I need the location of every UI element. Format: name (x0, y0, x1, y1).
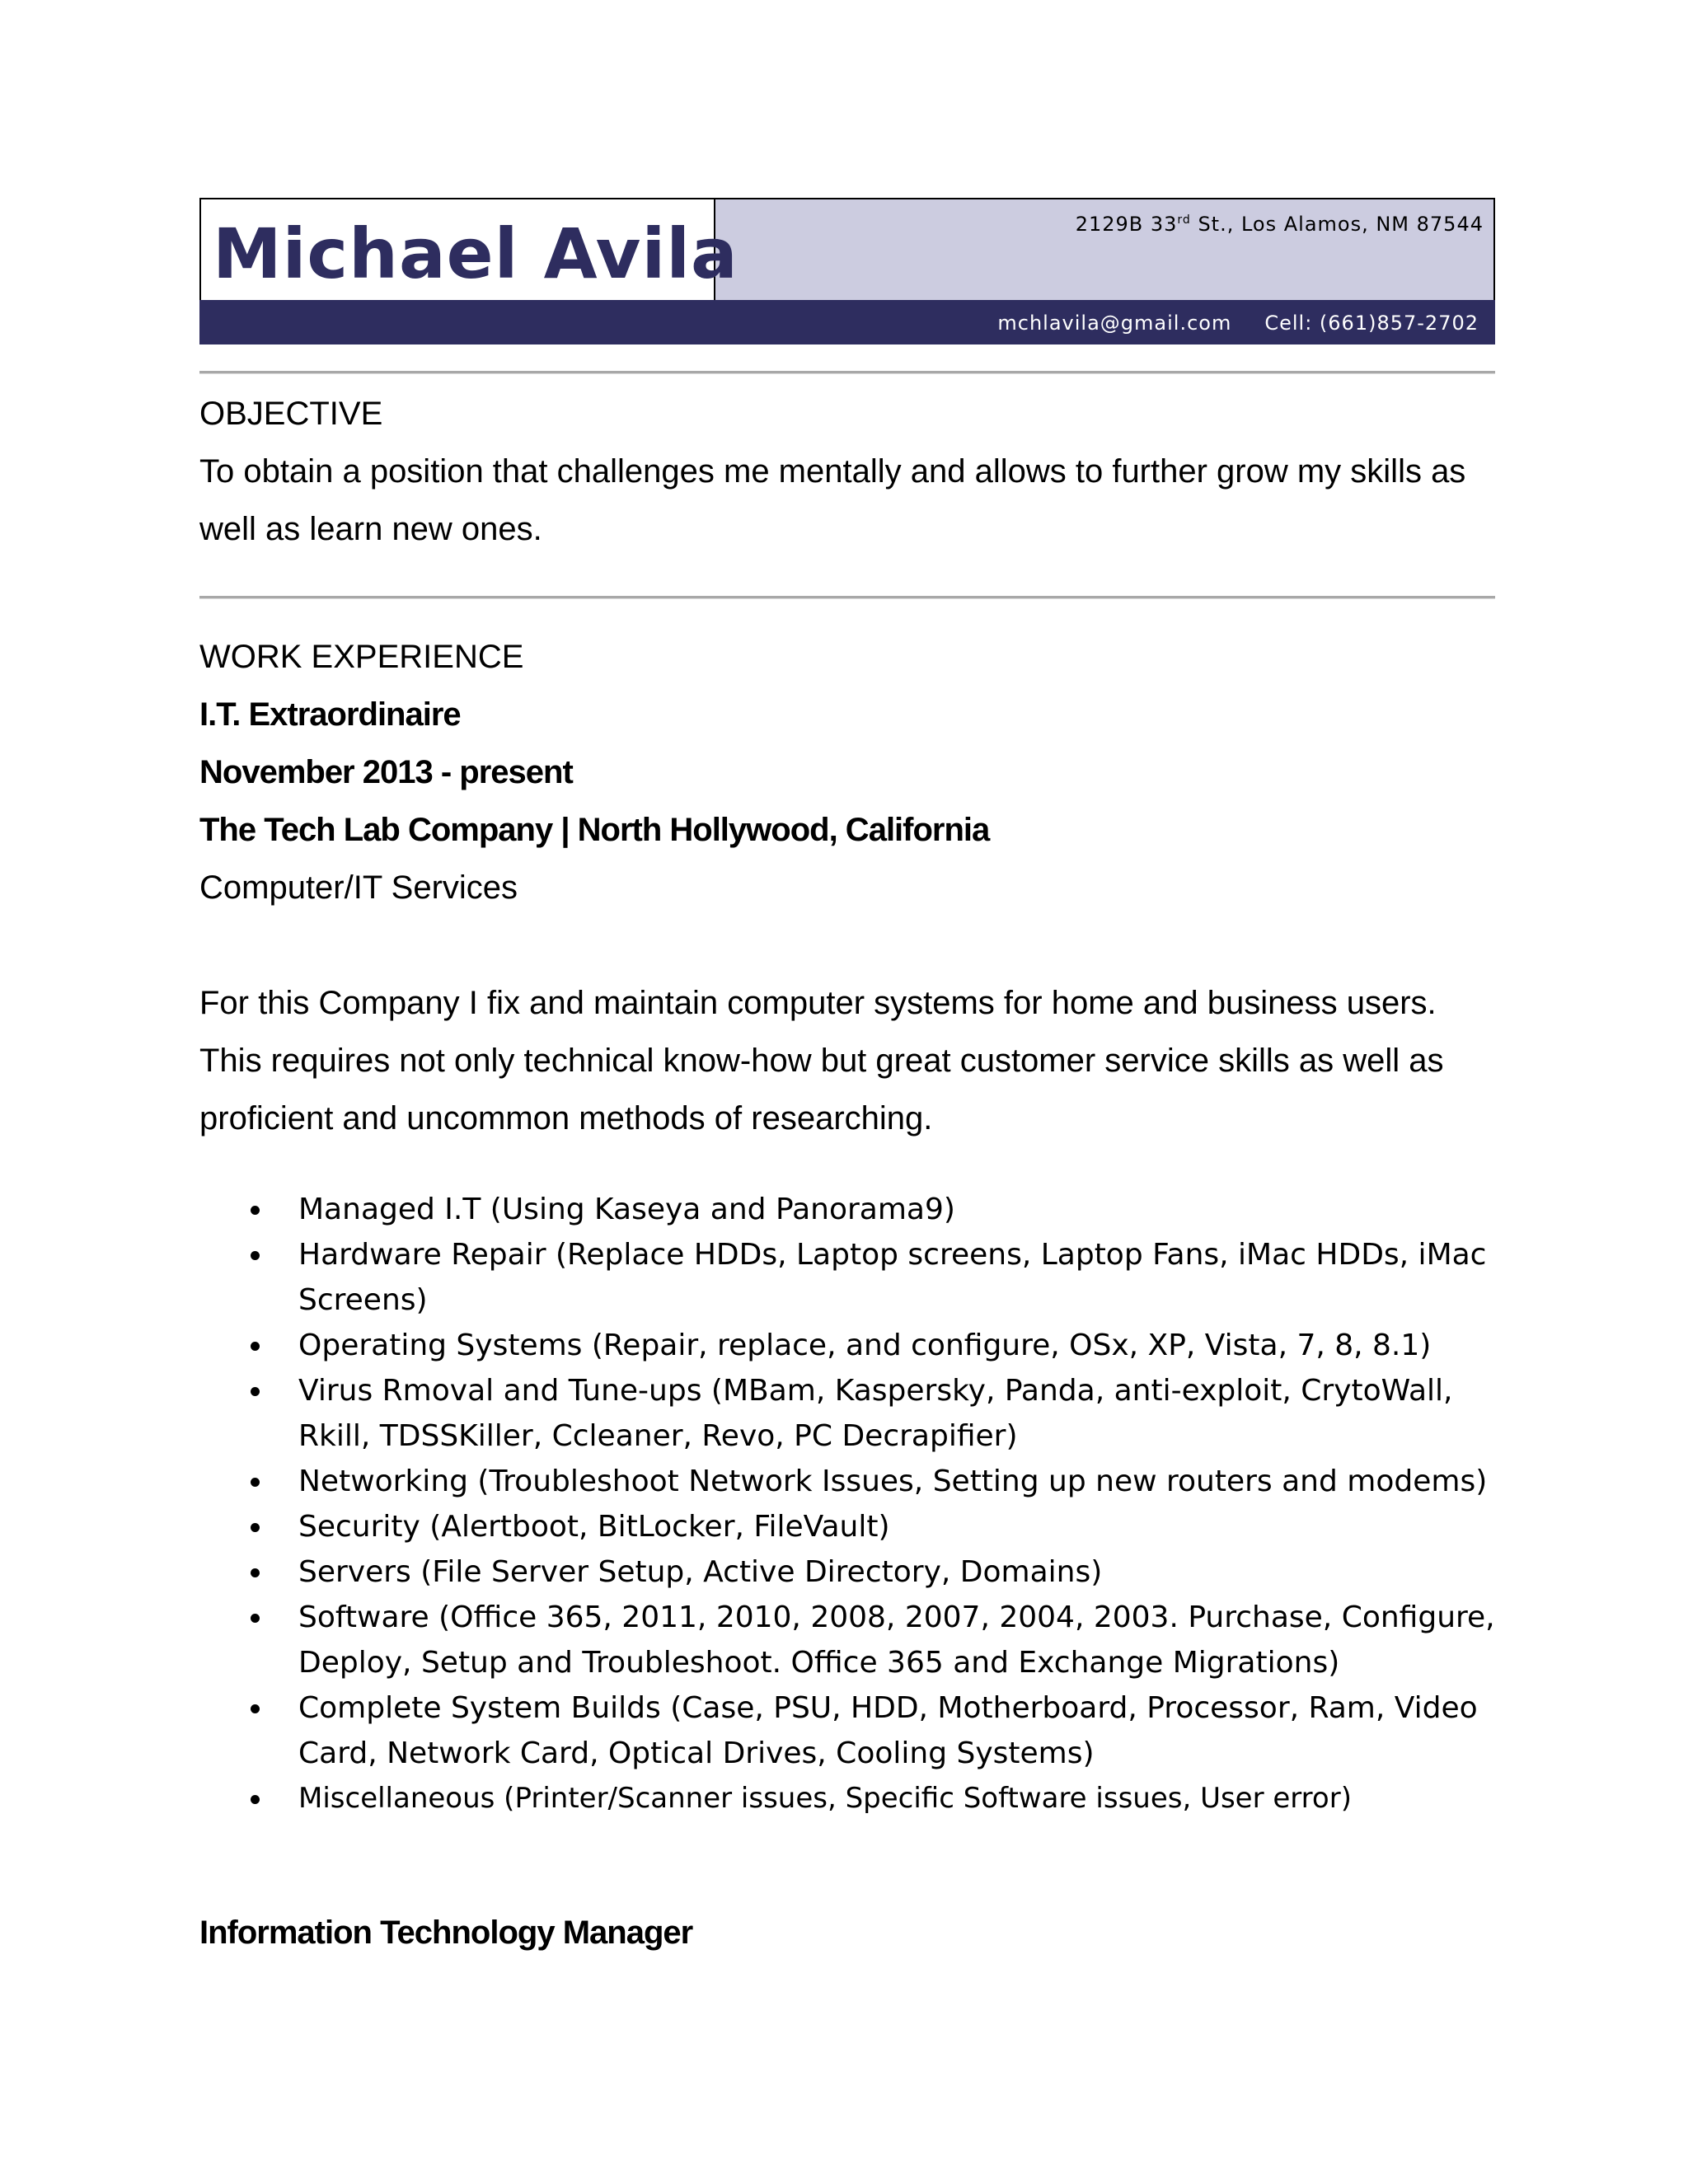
list-item-text: Screens) (298, 1283, 428, 1317)
address (1076, 211, 1484, 237)
objective-line: To obtain a position that challenges me mentally and allows to further grow my skills as (199, 453, 1466, 490)
list-item (199, 1187, 1518, 1232)
list-item-text: Complete System Builds (Case, PSU, HDD, Motherboard, Processor, Ram, Video (298, 1691, 1478, 1725)
list-item (199, 1685, 1518, 1776)
bullet-icon (251, 1523, 260, 1532)
skills-list (199, 1187, 1518, 1821)
list-item-text: Software (Office 365, 2011, 2010, 2008, 2007, 2004, 2003. Purchase, Configure, (298, 1601, 1495, 1634)
contact-bar (199, 300, 1495, 344)
list-item (199, 1549, 1518, 1595)
address-city: St., Los Alamos, NM 87544 (1190, 213, 1484, 236)
list-item-text: Security (Alertboot, BitLocker, FileVault) (298, 1510, 890, 1544)
list-item (199, 1504, 1518, 1549)
bullet-icon (251, 1478, 260, 1487)
list-item (199, 1368, 1518, 1459)
objective-text (199, 443, 1502, 558)
objective-line: well as learn new ones. (199, 511, 542, 547)
name-box (201, 199, 738, 302)
list-item-text: Virus Rmoval and Tune-ups (MBam, Kaspersky, Panda, anti-exploit, CrytoWall, (298, 1374, 1453, 1408)
bullet-icon (251, 1206, 260, 1215)
list-item (199, 1459, 1518, 1504)
description-line: For this Company I fix and maintain computer systems for home and business users. (199, 985, 1437, 1021)
bullet-icon (251, 1568, 260, 1577)
header-top-panel (199, 198, 1495, 302)
job-description (199, 974, 1502, 1147)
contact-info (997, 310, 1479, 336)
work-heading: WORK EXPERIENCE (199, 639, 524, 675)
list-item-text: Rkill, TDSSKiller, Ccleaner, Revo, PC Decrapifier) (298, 1419, 1018, 1453)
bullet-icon (251, 1251, 260, 1260)
list-item-text: Servers (File Server Setup, Active Directory, Domains) (298, 1555, 1103, 1589)
cell-phone: Cell: (661)857-2702 (1264, 312, 1479, 335)
list-item-text: Operating Systems (Repair, replace, and configure, OSx, XP, Vista, 7, 8, 8.1) (298, 1329, 1432, 1362)
bullet-icon (251, 1614, 260, 1623)
list-item (199, 1595, 1518, 1685)
description-line: proficient and uncommon methods of researching. (199, 1100, 933, 1137)
job-category: Computer/IT Services (199, 869, 518, 906)
divider (199, 371, 1495, 374)
job-title: I.T. Extraordinaire (199, 696, 461, 733)
bullet-icon (251, 1704, 260, 1713)
list-item (199, 1323, 1518, 1368)
list-item (199, 1232, 1518, 1323)
email: mchlavila@gmail.com (997, 312, 1232, 335)
bullet-icon (251, 1387, 260, 1396)
job-company: The Tech Lab Company | North Hollywood, California (199, 812, 990, 848)
list-item (199, 1776, 1518, 1821)
bullet-icon (251, 1795, 260, 1804)
bullet-icon (251, 1342, 260, 1351)
list-item-text: Managed I.T (Using Kaseya and Panorama9) (298, 1193, 955, 1226)
list-item-text: Miscellaneous (Printer/Scanner issues, Specific Software issues, User error) (298, 1782, 1352, 1815)
candidate-name: Michael Avila (213, 213, 738, 294)
description-line: This requires not only technical know-how but great customer service skills as well as (199, 1043, 1444, 1079)
divider (199, 596, 1495, 599)
list-item-text: Deploy, Setup and Troubleshoot. Office 365 and Exchange Migrations) (298, 1646, 1340, 1680)
list-item-text: Hardware Repair (Replace HDDs, Laptop screens, Laptop Fans, iMac HDDs, iMac (298, 1238, 1487, 1272)
list-item-text: Card, Network Card, Optical Drives, Cooling Systems) (298, 1736, 1095, 1770)
address-street: 2129B 33 (1075, 213, 1178, 236)
objective-heading: OBJECTIVE (199, 396, 383, 432)
job-dates: November 2013 - present (199, 754, 573, 790)
resume-header (199, 198, 1495, 346)
address-ordinal: rd (1177, 213, 1191, 227)
list-item-text: Networking (Troubleshoot Network Issues, Setting up new routers and modems) (298, 1465, 1488, 1498)
job-title: Information Technology Manager (199, 1915, 693, 1951)
